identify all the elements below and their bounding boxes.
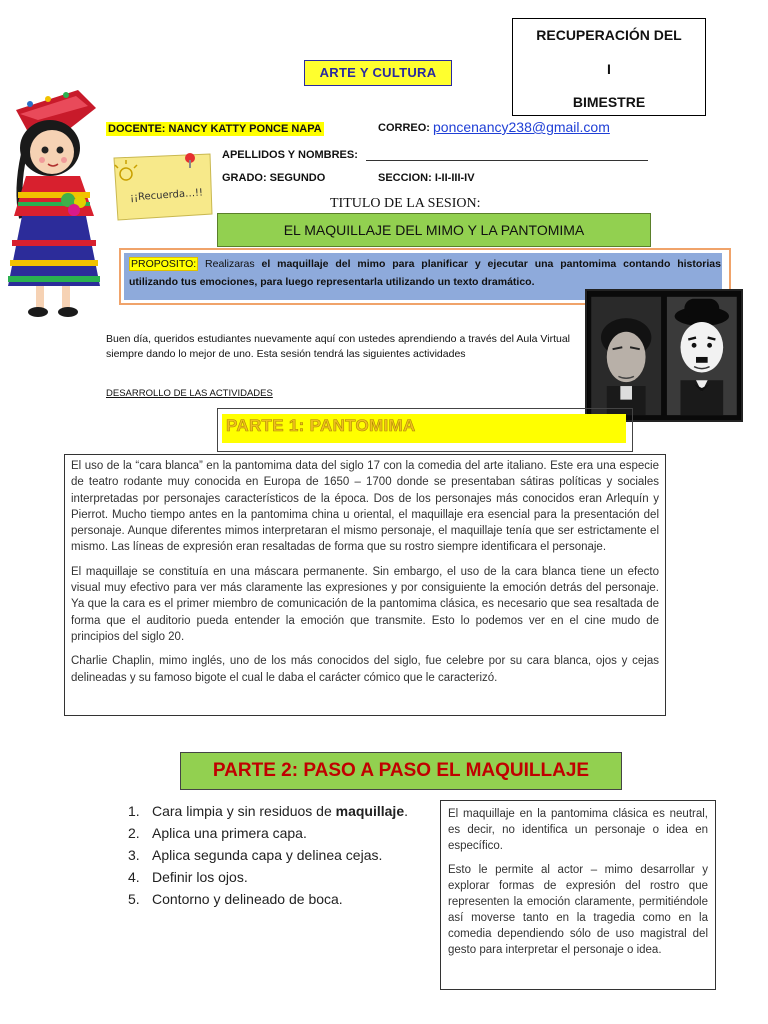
seccion-label: SECCION: I-II-III-IV (378, 172, 475, 184)
correo-label: CORREO: (378, 122, 430, 134)
step-text: Aplica segunda capa y delinea cejas. (152, 847, 383, 863)
step-after-text: . (404, 803, 408, 819)
proposito-part-1: Realizaras (198, 258, 262, 270)
step-bold-text: maquillaje (335, 803, 405, 819)
step-text: Contorno y delineado de boca. (152, 891, 343, 907)
step-number: 1. (128, 803, 140, 819)
chaplin-photos (585, 289, 743, 422)
parte1-title: PARTE 1: PANTOMIMA (226, 416, 416, 435)
step-number: 5. (128, 891, 140, 907)
recuerda-text: ¡¡Recuerda…!! (129, 187, 204, 204)
apellidos-label: APELLIDOS Y NOMBRES: (222, 149, 358, 161)
area-title: ARTE Y CULTURA (304, 60, 452, 86)
proposito-label: PROPOSITO: (131, 258, 197, 270)
correo-link[interactable]: poncenancy238@gmail.com (433, 119, 610, 135)
parte1-paragraph: Charlie Chaplin, mimo inglés, uno de los más conocidos del siglo, fue celebre por su cara blanca, ojos y cejas delineadas y su famoso bigote el cual le daba el carácter cómico que le caracterizó. (71, 655, 659, 684)
parte2-paragraph: El maquillaje en la pantomima clásica es neutral, es decir, no identifica un personaje o idea en específico. (448, 808, 708, 852)
step-item (128, 844, 408, 866)
sticky-note-icon (110, 150, 216, 222)
parte1-paragraph: El uso de la “cara blanca” en la pantomima data del siglo 17 con la comedia del arte italiano. Este era una especie de teatro rodante muy conocida en Europa de 1650 – 1700 donde se presentaban sátiras políticas y sociales interpretadas por personajes característicos de la época. Dos de los personajes más conocidos eran Arlequín y Pierrot. Mucho tiempo antes en la pantomima china u oriental, el maquillaje era esencial para la presentación del personaje. Aunque diferentes mimos interpretaran el mismo personaje, el maquillaje tenía que ser estrictamente el mismo. Las líneas de expresión eran resaltadas de forma que su rostro siempre identificara el personaje. (71, 460, 659, 554)
intro-paragraph: Buen día, queridos estudiantes nuevamente aquí con ustedes aprendiendo a través del Aula Virtual siempre dando lo mejor de uno. Esta sesión tendrá las siguientes actividades (106, 333, 570, 360)
step-number: 2. (128, 825, 140, 841)
docente-label: DOCENTE: NANCY KATTY PONCE NAPA (108, 123, 322, 135)
recuerda-note (110, 150, 216, 222)
apellidos-blank-line[interactable] (366, 160, 648, 161)
parte2-paragraph: Esto le permite al actor – mimo desarrollar y explorar formas de expresión del rostro que representen la emoción claramente, permitiéndole así moverse tanto en la tragedia como en la comedia dependiendo sólo de uso magistral del gesto para interpretar el personaje o idea. (448, 864, 708, 956)
step-number: 4. (128, 869, 140, 885)
proposito-part-2: el maquillaje del mimo para planificar y ejecutar una pantomima contando historias utilizando tus emociones, para luego representarla utilizando un texto dramático. (129, 258, 721, 288)
andean-girl-illustration (8, 90, 100, 326)
parte1-paragraph: El maquillaje se constituía en una máscara permanente. Sin embargo, el uso de la cara blanca tiene un efecto visual muy efectivo para ver más claramente las expresiones y por consiguiente la emoción detrás del personaje. Ya que la cara es el primer miembro de comunicación de la pantomima clásica, es necesario que sea resaltada de forma que el auditorio pueda entender la emoción que transmite. Esto lo podemos ver en el cine mudo de principios del siglo 20. (71, 565, 659, 643)
step-number: 3. (128, 847, 140, 863)
step-item (128, 800, 408, 822)
steps-list (128, 800, 408, 910)
recuperacion-line-1: RECUPERACIÓN DEL (536, 27, 682, 43)
step-text: Aplica una primera capa. (152, 825, 307, 841)
recuperacion-line-2: I (607, 61, 611, 77)
step-text: Cara limpia y sin residuos de (152, 803, 336, 819)
parte1-text (71, 458, 659, 694)
titulo-label: TITULO DE LA SESION: (330, 196, 481, 211)
session-title: EL MAQUILLAJE DEL MIMO Y LA PANTOMIMA (217, 213, 651, 247)
step-item (128, 888, 408, 910)
recuperacion-line-3: BIMESTRE (572, 94, 646, 110)
parte2-text (448, 806, 708, 966)
step-text: Definir los ojos. (152, 869, 248, 885)
proposito-text (129, 255, 721, 291)
step-item (128, 822, 408, 844)
desarrollo-heading: DESARROLLO DE LAS ACTIVIDADES (106, 388, 273, 399)
step-item (128, 866, 408, 888)
parte2-title: PARTE 2: PASO A PASO EL MAQUILLAJE (180, 752, 622, 790)
recuperacion-box (512, 18, 706, 116)
grado-label: GRADO: SEGUNDO (222, 172, 326, 184)
